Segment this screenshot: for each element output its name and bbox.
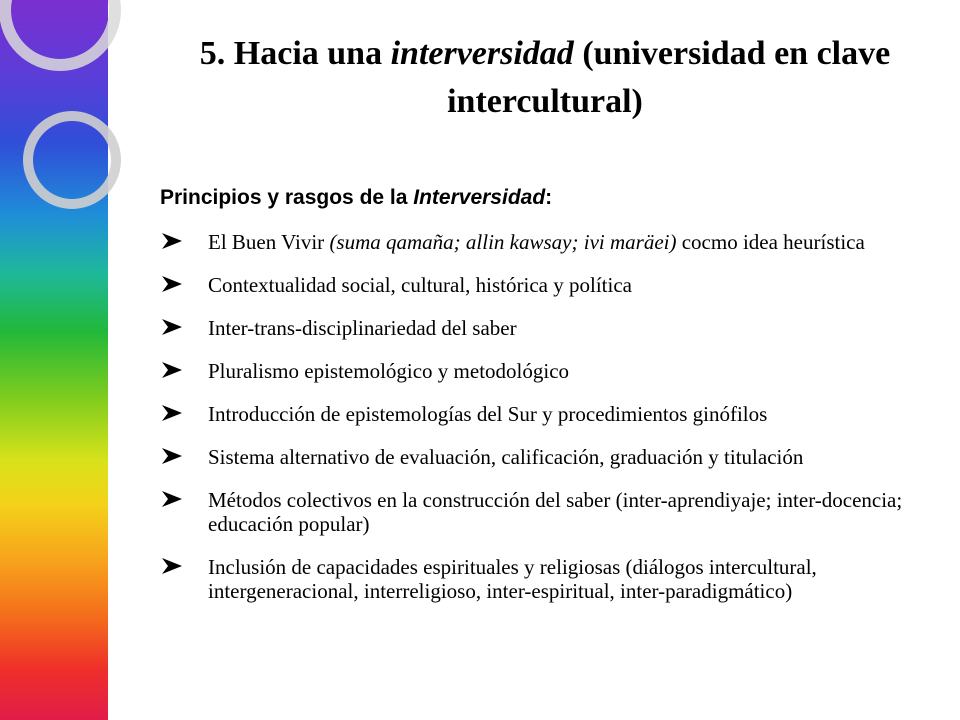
subtitle-prefix: Principios y rasgos de la <box>160 186 414 209</box>
bullet-italic: (suma qamaña; allin kawsay; ivi maräei) <box>329 230 677 254</box>
slide-title <box>150 30 940 126</box>
bullet-post: cocmo idea heurística <box>676 230 865 254</box>
bullet-text: Contextualidad social, cultural, histórica y política <box>208 273 632 297</box>
bullet-text: El Buen Vivir <box>208 230 330 254</box>
bullet-text: Sistema alternativo de evaluación, calificación, graduación y titulación <box>208 445 804 469</box>
arrowhead-bullet-icon <box>160 360 184 380</box>
list-item <box>160 488 940 536</box>
list-item <box>160 273 940 297</box>
list-item <box>160 402 940 426</box>
arrowhead-bullet-icon <box>160 403 184 423</box>
arrowhead-bullet-icon <box>160 274 184 294</box>
list-item <box>160 230 940 254</box>
bullet-list <box>160 230 940 622</box>
ring-decoration <box>0 0 130 240</box>
title-suffix: (universidad en clave intercultural) <box>447 35 891 120</box>
section-subtitle <box>160 186 552 210</box>
bullet-text: Inclusión de capacidades espirituales y religiosas (diálogos intercultural, intergeneracional, interreligioso, inter-espiritual, inter-paradigmático) <box>208 555 817 603</box>
list-item <box>160 316 940 340</box>
title-prefix: 5. Hacia una <box>199 35 391 72</box>
subtitle-italic: Interversidad <box>413 186 546 209</box>
arrowhead-bullet-icon <box>160 489 184 509</box>
arrowhead-bullet-icon <box>160 231 184 251</box>
list-item <box>160 555 940 603</box>
list-item <box>160 359 940 383</box>
arrowhead-bullet-icon <box>160 317 184 337</box>
bullet-text: Introducción de epistemologías del Sur y procedimientos ginófilos <box>208 402 768 426</box>
bullet-text: Inter-trans-disciplinariedad del saber <box>208 316 517 340</box>
list-item <box>160 445 940 469</box>
arrowhead-bullet-icon <box>160 446 184 466</box>
arrowhead-bullet-icon <box>160 556 184 576</box>
bullet-text: Pluralismo epistemológico y metodológico <box>208 359 570 383</box>
title-italic: interversidad <box>390 35 574 72</box>
subtitle-suffix: : <box>545 186 553 209</box>
bullet-text: Métodos colectivos en la construcción del saber (inter-aprendiyaje; inter-docencia; educación popular) <box>208 488 903 536</box>
